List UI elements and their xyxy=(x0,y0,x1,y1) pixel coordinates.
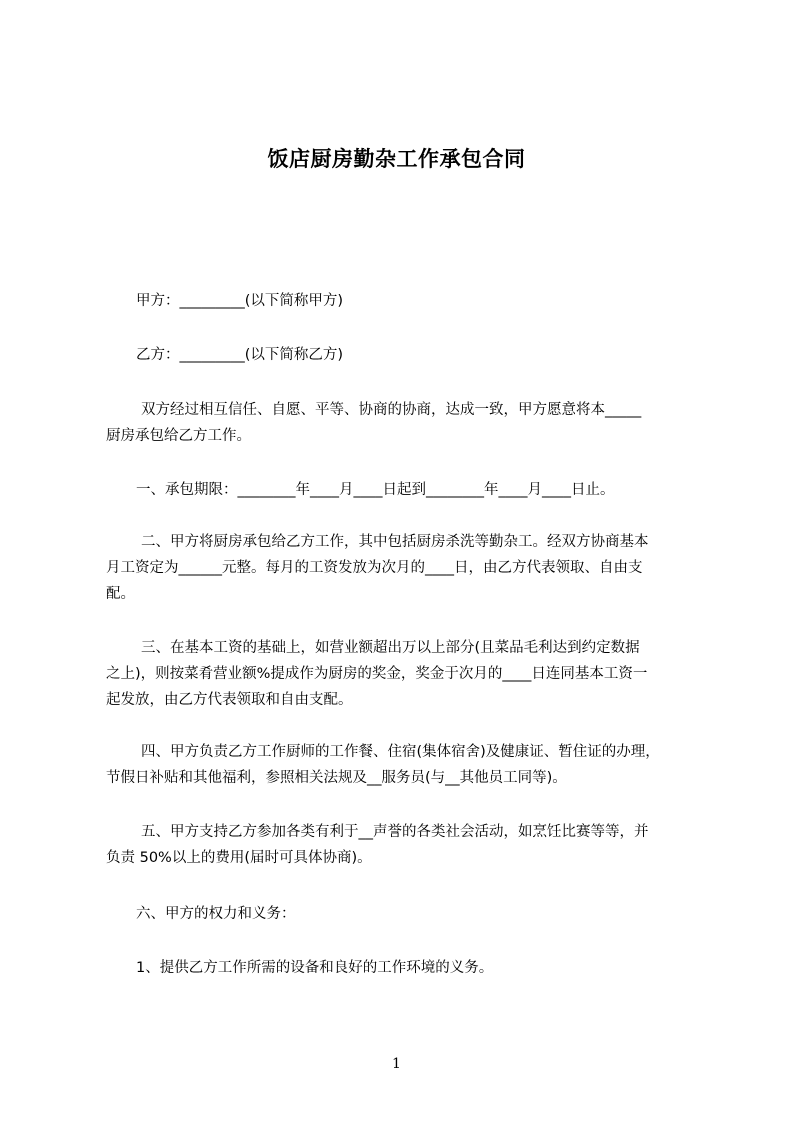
intro-line-2: 厨房承包给乙方工作。 xyxy=(106,428,251,444)
clause-4-line-1: 四、甲方负责乙方工作厨师的工作餐、住宿(集体宿舍)及健康证、暂住证的办理， xyxy=(141,744,660,760)
clause-2-line-3: 配。 xyxy=(106,586,135,602)
clause-5-line-2: 负责 50%以上的费用(届时可具体协商)。 xyxy=(106,850,372,866)
clause-3-line-2: 之上)，则按菜肴营业额%提成作为厨房的奖金，奖金于次月的____日连同基本工资一 xyxy=(106,666,648,682)
clause-1-term: 一、承包期限：________年____月____日起到________年____月____日止。 xyxy=(136,482,615,498)
clause-5-line-1: 五、甲方支持乙方参加各类有利于__声誉的各类社会活动，如烹饪比赛等等，并 xyxy=(141,824,649,840)
page-number: 1 xyxy=(392,1056,401,1072)
clause-6-item-1: 1、提供乙方工作所需的设备和良好的工作环境的义务。 xyxy=(136,960,494,976)
party-a-line: 甲方：_________(以下简称甲方) xyxy=(136,293,344,309)
clause-6-heading: 六、甲方的权力和义务： xyxy=(136,906,296,922)
document-title: 饭店厨房勤杂工作承包合同 xyxy=(267,147,526,171)
clause-4-line-2: 节假日补贴和其他福利，参照相关法规及__服务员(与__其他员工同等)。 xyxy=(106,770,567,786)
clause-2-line-1: 二、甲方将厨房承包给乙方工作，其中包括厨房杀洗等勤杂工。经双方协商基本 xyxy=(141,534,649,550)
clause-2-line-2: 月工资定为______元整。每月的工资发放为次月的____日，由乙方代表领取、自由支 xyxy=(106,560,643,576)
intro-line-1: 双方经过相互信任、自愿、平等、协商的协商，达成一致，甲方愿意将本_____ xyxy=(141,402,642,418)
clause-3-line-1: 三、在基本工资的基础上，如营业额超出万以上部分(且菜品毛利达到约定数据 xyxy=(141,640,640,656)
clause-3-line-3: 起发放，由乙方代表领取和自由支配。 xyxy=(106,692,353,708)
party-b-line: 乙方：_________(以下简称乙方) xyxy=(136,347,344,363)
